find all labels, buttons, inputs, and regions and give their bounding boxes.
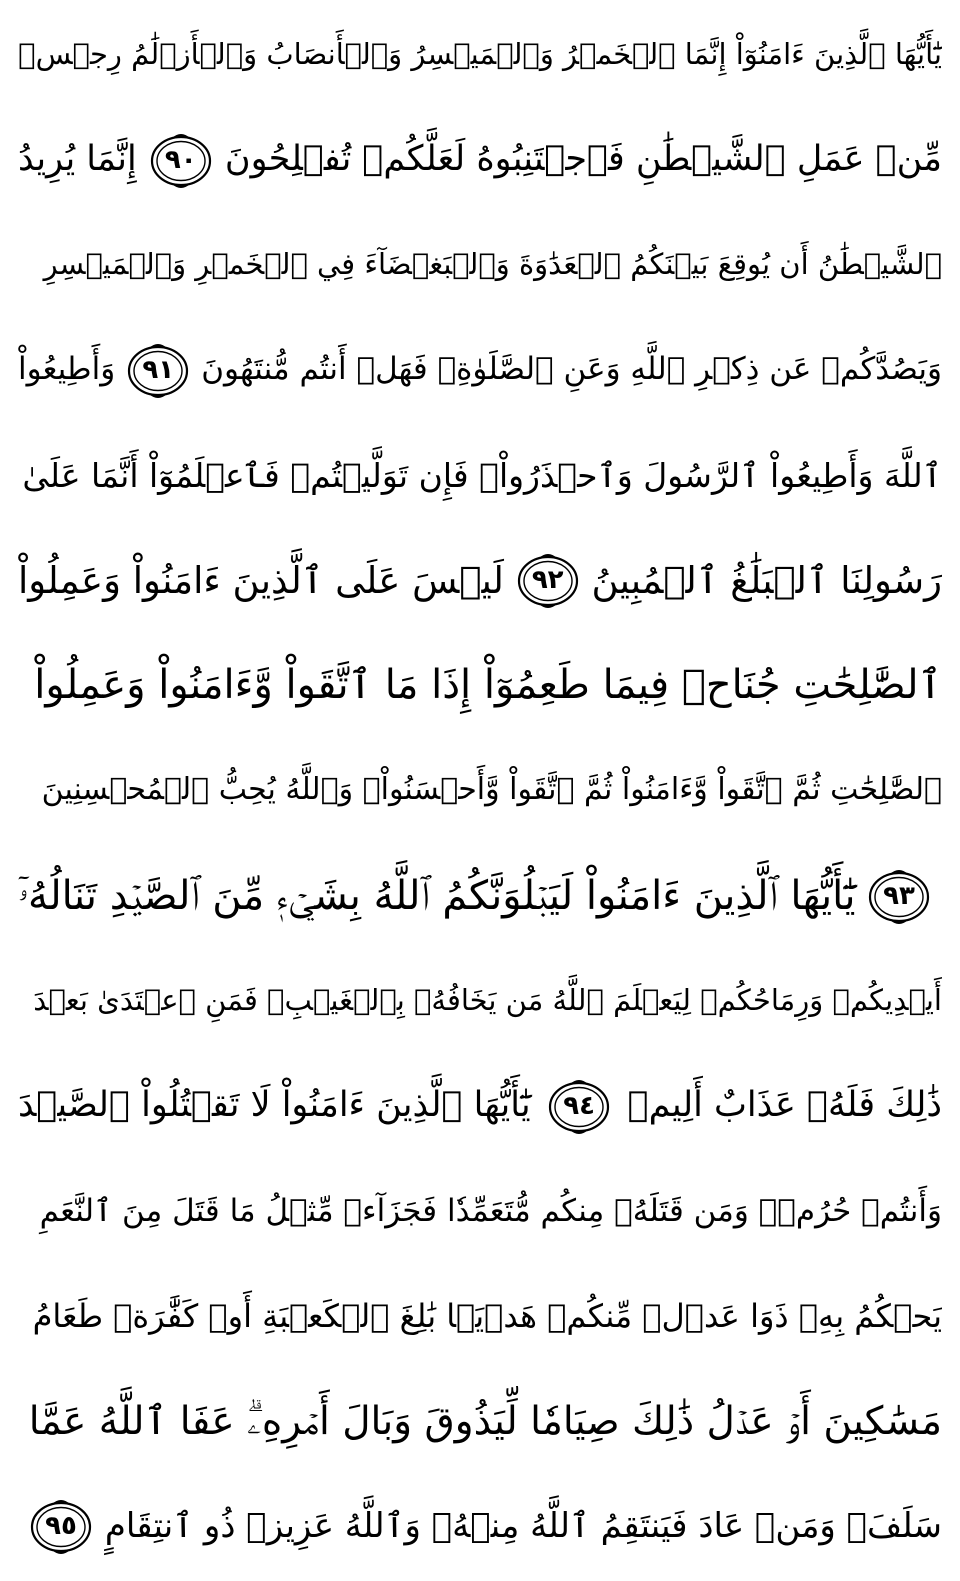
text-line bbox=[18, 1268, 942, 1365]
text-line bbox=[18, 111, 942, 208]
ayah-number-marker bbox=[546, 1077, 612, 1135]
text-line bbox=[18, 1163, 942, 1260]
text-line bbox=[18, 6, 942, 103]
text-block bbox=[18, 6, 942, 1575]
ayah-number: ٩٥ bbox=[45, 1511, 77, 1542]
verse-text: ٱلصَّٰلِحَٰتِ جُنَاحٞ فِيمَا طَعِمُوٓاْ إِذَا مَا ٱتَّقَواْ وَّءَامَنُواْ وَعَمِلُواْ bbox=[34, 662, 942, 709]
text-line bbox=[18, 952, 942, 1049]
text-line bbox=[18, 1478, 942, 1575]
verse-text: وَأَنتُمۡ حُرُمٞۚ وَمَن قَتَلَهُۥ مِنكُم مُّتَعَمِّدٗا فَجَزَآءٞ مِّثۡلُ مَا قَتَلَ مِنَ ٱلنَّعَمِ bbox=[39, 1192, 942, 1229]
verse-text: يَٰٓأَيُّهَا ٱلَّذِينَ ءَامَنُوٓاْ إِنَّمَا ٱلۡخَمۡرُ وَٱلۡمَيۡسِرُ وَٱلۡأَنصَابُ وَٱلۡأَزۡلَٰمُ رِجۡسٞ bbox=[18, 37, 942, 71]
ayah-number-marker bbox=[148, 131, 214, 189]
verse-text: يَحۡكُمُ بِهِۦ ذَوَا عَدۡلٖ مِّنكُمۡ هَدۡيَۢا بَٰلِغَ ٱلۡكَعۡبَةِ أَوۡ كَفَّٰرَةٞ طَعَامُ bbox=[32, 1297, 942, 1336]
verse-text: رَسُولِنَا ٱلۡبَلَٰغُ ٱلۡمُبِينُ bbox=[591, 558, 942, 602]
verse-text: وَأَطِيعُواْ bbox=[18, 351, 116, 388]
verse-text: ٱللَّهَ وَأَطِيعُواْ ٱلرَّسُولَ وَٱحۡذَرُواْۚ فَإِن تَوَلَّيۡتُمۡ فَٱعۡلَمُوٓاْ أَنَّمَا عَلَىٰ bbox=[22, 455, 942, 495]
text-line bbox=[18, 1057, 942, 1154]
verse-text: ٱلشَّيۡطَٰنُ أَن يُوقِعَ بَيۡنَكُمُ ٱلۡعَدَٰوَةَ وَٱلۡبَغۡضَآءَ فِي ٱلۡخَمۡرِ وَٱلۡمَيۡسِرِ bbox=[43, 247, 942, 282]
verse-text: يَٰٓأَيُّهَا ٱلَّذِينَ ءَامَنُواْ لَيَبۡلُوَنَّكُمُ ٱللَّهُ بِشَيۡءٖ مِّنَ ٱلصَّيۡدِ تَنَالُهُۥٓ bbox=[18, 872, 856, 919]
verse-text: ٱلصَّٰلِحَٰتِ ثُمَّ ٱتَّقَواْ وَّءَامَنُواْ ثُمَّ ٱتَّقَواْ وَّأَحۡسَنُواْۚ وَٱللَّهُ يُحِبُّ ٱلۡمُحۡسِنِينَ bbox=[41, 772, 942, 808]
verse-text: إِنَّمَا يُرِيدُ bbox=[18, 139, 137, 180]
verse-text: لَيۡسَ عَلَى ٱلَّذِينَ ءَامَنُواْ وَعَمِلُواْ bbox=[18, 558, 504, 602]
verse-text: وَيَصُدَّكُمۡ عَن ذِكۡرِ ٱللَّهِ وَعَنِ ٱلصَّلَوٰةِۖ فَهَلۡ أَنتُم مُّنتَهُونَ bbox=[201, 351, 942, 388]
ayah-number-marker bbox=[125, 341, 191, 399]
verse-text: مِّنۡ عَمَلِ ٱلشَّيۡطَٰنِ فَٱجۡتَنِبُوهُ لَعَلَّكُمۡ تُفۡلِحُونَ bbox=[224, 139, 942, 180]
verse-text: مَسَٰكِينَ أَوۡ عَدۡلُ ذَٰلِكَ صِيَامٗا لِّيَذُوقَ وَبَالَ أَمۡرِهِۦۗ عَفَا ٱللَّهُ عَمَّا bbox=[28, 1398, 942, 1444]
text-line bbox=[18, 532, 942, 629]
verse-text: ذَٰلِكَ فَلَهُۥ عَذَابٌ أَلِيمٞ bbox=[627, 1085, 942, 1126]
text-line bbox=[18, 216, 942, 313]
ayah-number: ٩٣ bbox=[883, 880, 915, 911]
ayah-number-marker bbox=[515, 551, 581, 609]
ayah-number: ٩٢ bbox=[531, 565, 564, 596]
ayah-number: ٩٤ bbox=[563, 1090, 595, 1121]
text-line bbox=[18, 321, 942, 418]
verse-text: سَلَفَۚ وَمَنۡ عَادَ فَيَنتَقِمُ ٱللَّهُ مِنۡهُۚ وَٱللَّهُ عَزِيزٞ ذُو ٱنتِقَامٍ bbox=[104, 1506, 942, 1547]
verse-text: أَيۡدِيكُمۡ وَرِمَاحُكُمۡ لِيَعۡلَمَ ٱللَّهُ مَن يَخَافُهُۥ بِٱلۡغَيۡبِۚ فَمَنِ ٱعۡتَدَىٰ بَعۡدَ bbox=[33, 983, 942, 1018]
text-line bbox=[18, 1373, 942, 1470]
text-line bbox=[18, 742, 942, 839]
text-line bbox=[18, 847, 942, 944]
ayah-number-marker bbox=[866, 867, 932, 925]
ayah-number: ٩٠ bbox=[164, 144, 197, 175]
ayah-number: ٩١ bbox=[142, 354, 175, 385]
verse-text: يَٰٓأَيُّهَا ٱلَّذِينَ ءَامَنُواْ لَا تَقۡتُلُواْ ٱلصَّيۡدَ bbox=[18, 1085, 531, 1126]
ayah-number-marker bbox=[28, 1497, 94, 1555]
text-line bbox=[18, 637, 942, 734]
text-line bbox=[18, 427, 942, 524]
